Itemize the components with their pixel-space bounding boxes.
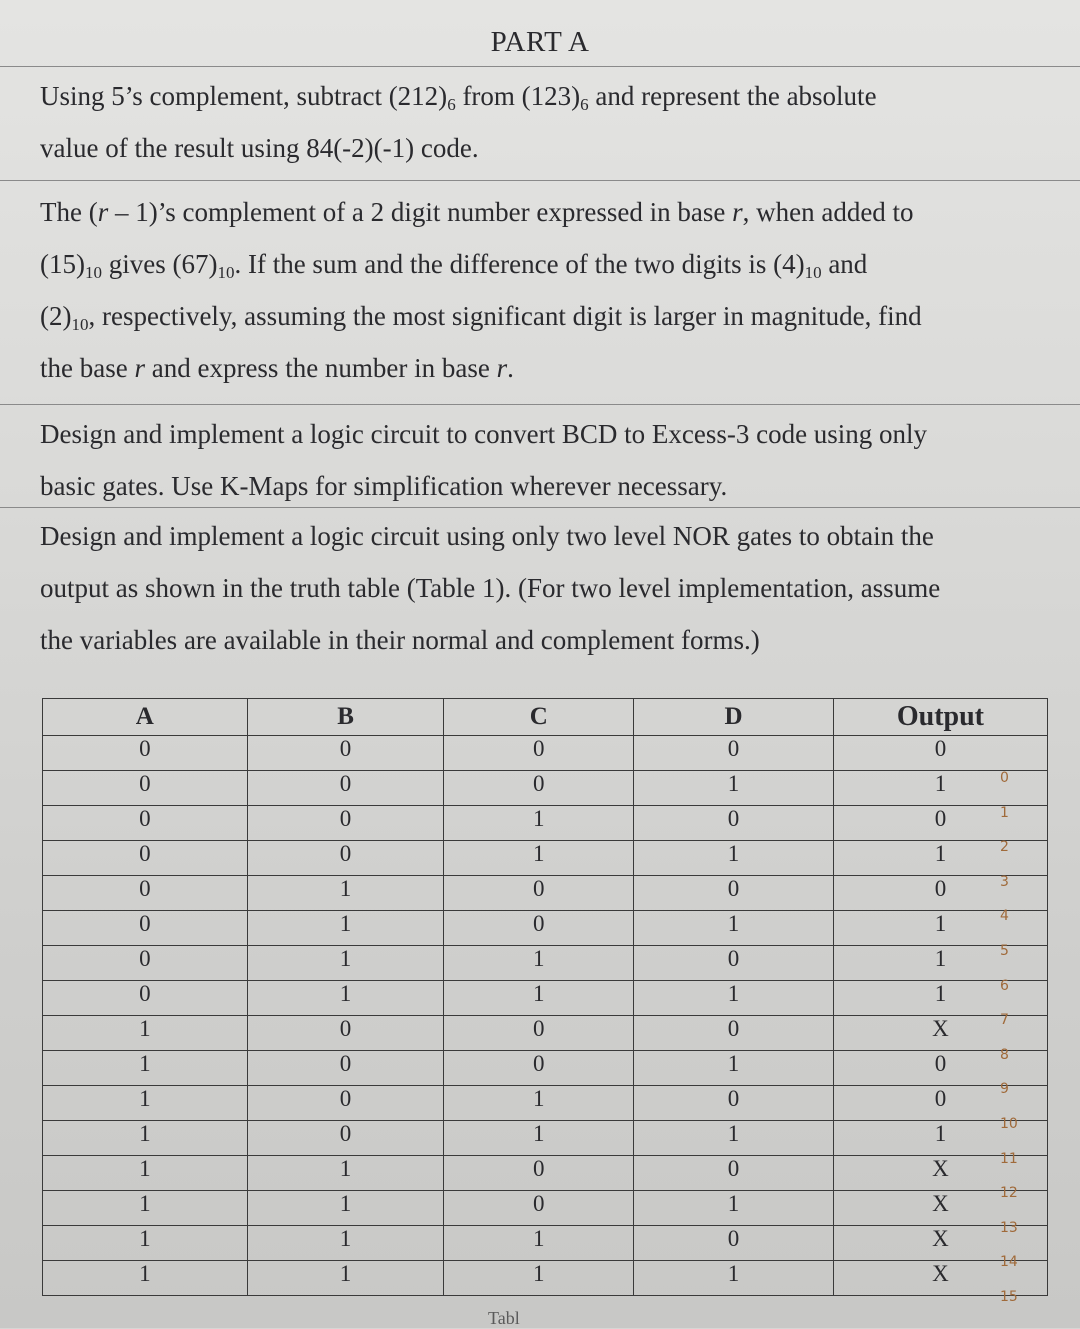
cell-output: 0: [833, 736, 1047, 771]
cell-a: 1: [43, 1086, 248, 1121]
cell-b: 1: [247, 911, 444, 946]
handwritten-index: 11: [1000, 1150, 1018, 1167]
cell-a: 0: [43, 981, 248, 1016]
handwritten-index: 4: [1000, 908, 1009, 925]
table-row: [43, 1016, 1048, 1051]
cell-a: 0: [43, 946, 248, 981]
table-row: [43, 771, 1048, 806]
handwritten-index: 1: [1000, 804, 1009, 821]
handwritten-index: 15: [1000, 1289, 1018, 1305]
cell-d: 1: [634, 1191, 834, 1226]
cell-c: 1: [444, 981, 634, 1016]
header-c: C: [444, 699, 634, 736]
cell-b: 1: [247, 1261, 444, 1296]
question-1: [40, 70, 1060, 174]
handwritten-index: 12: [1000, 1185, 1018, 1202]
cell-output: 1: [833, 1121, 1047, 1156]
cell-output: 1: [833, 841, 1047, 876]
cell-b: 1: [247, 1191, 444, 1226]
cell-c: 1: [444, 806, 634, 841]
cell-d: 1: [634, 1051, 834, 1086]
cell-output: X: [833, 1226, 1047, 1261]
cell-output: X: [833, 1191, 1047, 1226]
cell-d: 1: [634, 981, 834, 1016]
cell-c: 1: [444, 841, 634, 876]
cell-c: 0: [444, 911, 634, 946]
cell-c: 0: [444, 1016, 634, 1051]
cell-d: 1: [634, 1121, 834, 1156]
q4-line-3: the variables are available in their normal and complement forms.): [40, 625, 760, 655]
table-row: [43, 1121, 1048, 1156]
cell-c: 1: [444, 946, 634, 981]
table-row: [43, 1261, 1048, 1296]
divider: [0, 404, 1080, 405]
table-row: [43, 806, 1048, 841]
cell-b: 1: [247, 946, 444, 981]
cell-d: 1: [634, 911, 834, 946]
cell-a: 0: [43, 841, 248, 876]
cell-d: 1: [634, 771, 834, 806]
header-b: B: [247, 699, 444, 736]
cell-output: X: [833, 1156, 1047, 1191]
cell-a: 1: [43, 1191, 248, 1226]
cell-output: 0: [833, 876, 1047, 911]
table-row: [43, 736, 1048, 771]
cell-c: 0: [444, 736, 634, 771]
cell-a: 1: [43, 1156, 248, 1191]
cell-a: 0: [43, 911, 248, 946]
cell-a: 1: [43, 1226, 248, 1261]
table-row: [43, 1156, 1048, 1191]
cell-d: 0: [634, 876, 834, 911]
q2-line-1: The (r – 1)’s complement of a 2 digit number expressed in base r, when added to: [40, 197, 914, 227]
handwritten-index: 8: [1000, 1046, 1009, 1063]
q2-line-3: $(2)_{10}$, respectively, assuming the most significant digit is larger in magnitude, find: [40, 301, 922, 334]
cell-c: 1: [444, 1121, 634, 1156]
table-row: [43, 841, 1048, 876]
cell-d: 1: [634, 841, 834, 876]
table-row: [43, 1051, 1048, 1086]
question-3: [40, 408, 1060, 512]
cell-c: 1: [444, 1086, 634, 1121]
cell-b: 0: [247, 1016, 444, 1051]
table-row: [43, 981, 1048, 1016]
question-4: [40, 510, 1060, 666]
q1-line-1: Using 5’s complement, subtract $(212)_6$ from $(123)_6$ and represent the absolute: [40, 81, 877, 114]
q2-line-4: the base r and express the number in base r.: [40, 353, 514, 383]
cell-b: 0: [247, 806, 444, 841]
handwritten-index: 14: [1000, 1254, 1018, 1271]
cell-b: 0: [247, 1121, 444, 1156]
handwritten-index: 6: [1000, 977, 1009, 994]
cell-a: 1: [43, 1121, 248, 1156]
table-caption: Tabl: [488, 1308, 520, 1328]
table-row: [43, 911, 1048, 946]
cell-a: 1: [43, 1261, 248, 1296]
cell-a: 0: [43, 736, 248, 771]
cell-d: 0: [634, 946, 834, 981]
handwritten-index: 5: [1000, 943, 1009, 959]
table-row: [43, 1191, 1048, 1226]
cell-output: 1: [833, 771, 1047, 806]
cell-c: 1: [444, 1226, 634, 1261]
cell-b: 0: [247, 1086, 444, 1121]
handwritten-index: 0: [1000, 770, 1009, 786]
q4-line-2: output as shown in the truth table (Table 1). (For two level implementation, assume: [40, 573, 941, 603]
part-title: PART A: [490, 26, 590, 58]
cell-output: X: [833, 1261, 1047, 1296]
q1-line-2: value of the result using 84(-2)(-1) code.: [40, 133, 479, 163]
cell-c: 0: [444, 1051, 634, 1086]
cell-c: 0: [444, 1156, 634, 1191]
cell-b: 0: [247, 771, 444, 806]
header-a: A: [43, 699, 248, 736]
cell-b: 1: [247, 876, 444, 911]
cell-d: 0: [634, 1086, 834, 1121]
table-row: [43, 876, 1048, 911]
cell-a: 0: [43, 771, 248, 806]
cell-a: 1: [43, 1051, 248, 1086]
cell-d: 0: [634, 1156, 834, 1191]
handwritten-index: 7: [1000, 1012, 1009, 1029]
cell-a: 0: [43, 806, 248, 841]
handwritten-index: 9: [1000, 1081, 1009, 1098]
q3-line-1: Design and implement a logic circuit to convert BCD to Excess-3 code using only: [40, 419, 928, 449]
cell-d: 0: [634, 806, 834, 841]
cell-output: 1: [833, 946, 1047, 981]
cell-a: 0: [43, 876, 248, 911]
truth-table-body: [43, 736, 1048, 1296]
q4-line-1: Design and implement a logic circuit using only two level NOR gates to obtain the: [40, 521, 934, 551]
cell-d: 1: [634, 1261, 834, 1296]
divider: [0, 507, 1080, 508]
cell-output: 0: [833, 1086, 1047, 1121]
cell-d: 0: [634, 1016, 834, 1051]
question-2: [40, 186, 1060, 394]
handwritten-index: 13: [1000, 1219, 1018, 1236]
cell-b: 1: [247, 1156, 444, 1191]
cell-d: 0: [634, 736, 834, 771]
cell-output: X: [833, 1016, 1047, 1051]
cell-b: 1: [247, 1226, 444, 1261]
cell-c: 0: [444, 876, 634, 911]
truth-table: [42, 698, 1048, 1296]
q2-line-2: $(15)_{10}$ gives $(67)_{10}$. If the sum and the difference of the two digits is $(4)_{10}$ and: [40, 249, 868, 282]
table-row: [43, 1226, 1048, 1261]
cell-b: 0: [247, 841, 444, 876]
cell-output: 1: [833, 981, 1047, 1016]
cell-d: 0: [634, 1226, 834, 1261]
cell-output: 0: [833, 1051, 1047, 1086]
cell-c: 0: [444, 771, 634, 806]
cell-b: 1: [247, 981, 444, 1016]
table-header-row: [43, 699, 1048, 736]
header-output: Output: [833, 699, 1047, 736]
cell-b: 0: [247, 1051, 444, 1086]
handwritten-index: 3: [1000, 873, 1009, 890]
divider: [0, 180, 1080, 181]
table-row: [43, 1086, 1048, 1121]
cell-c: 1: [444, 1261, 634, 1296]
header-d: D: [634, 699, 834, 736]
divider: [0, 66, 1080, 67]
cell-output: 1: [833, 911, 1047, 946]
cell-output: 0: [833, 806, 1047, 841]
table-row: [43, 946, 1048, 981]
handwritten-index: 10: [1000, 1116, 1018, 1132]
cell-b: 0: [247, 736, 444, 771]
q3-line-2: basic gates. Use K-Maps for simplification wherever necessary.: [40, 471, 728, 501]
cell-c: 0: [444, 1191, 634, 1226]
handwritten-index: 2: [1000, 839, 1009, 856]
cell-a: 1: [43, 1016, 248, 1051]
